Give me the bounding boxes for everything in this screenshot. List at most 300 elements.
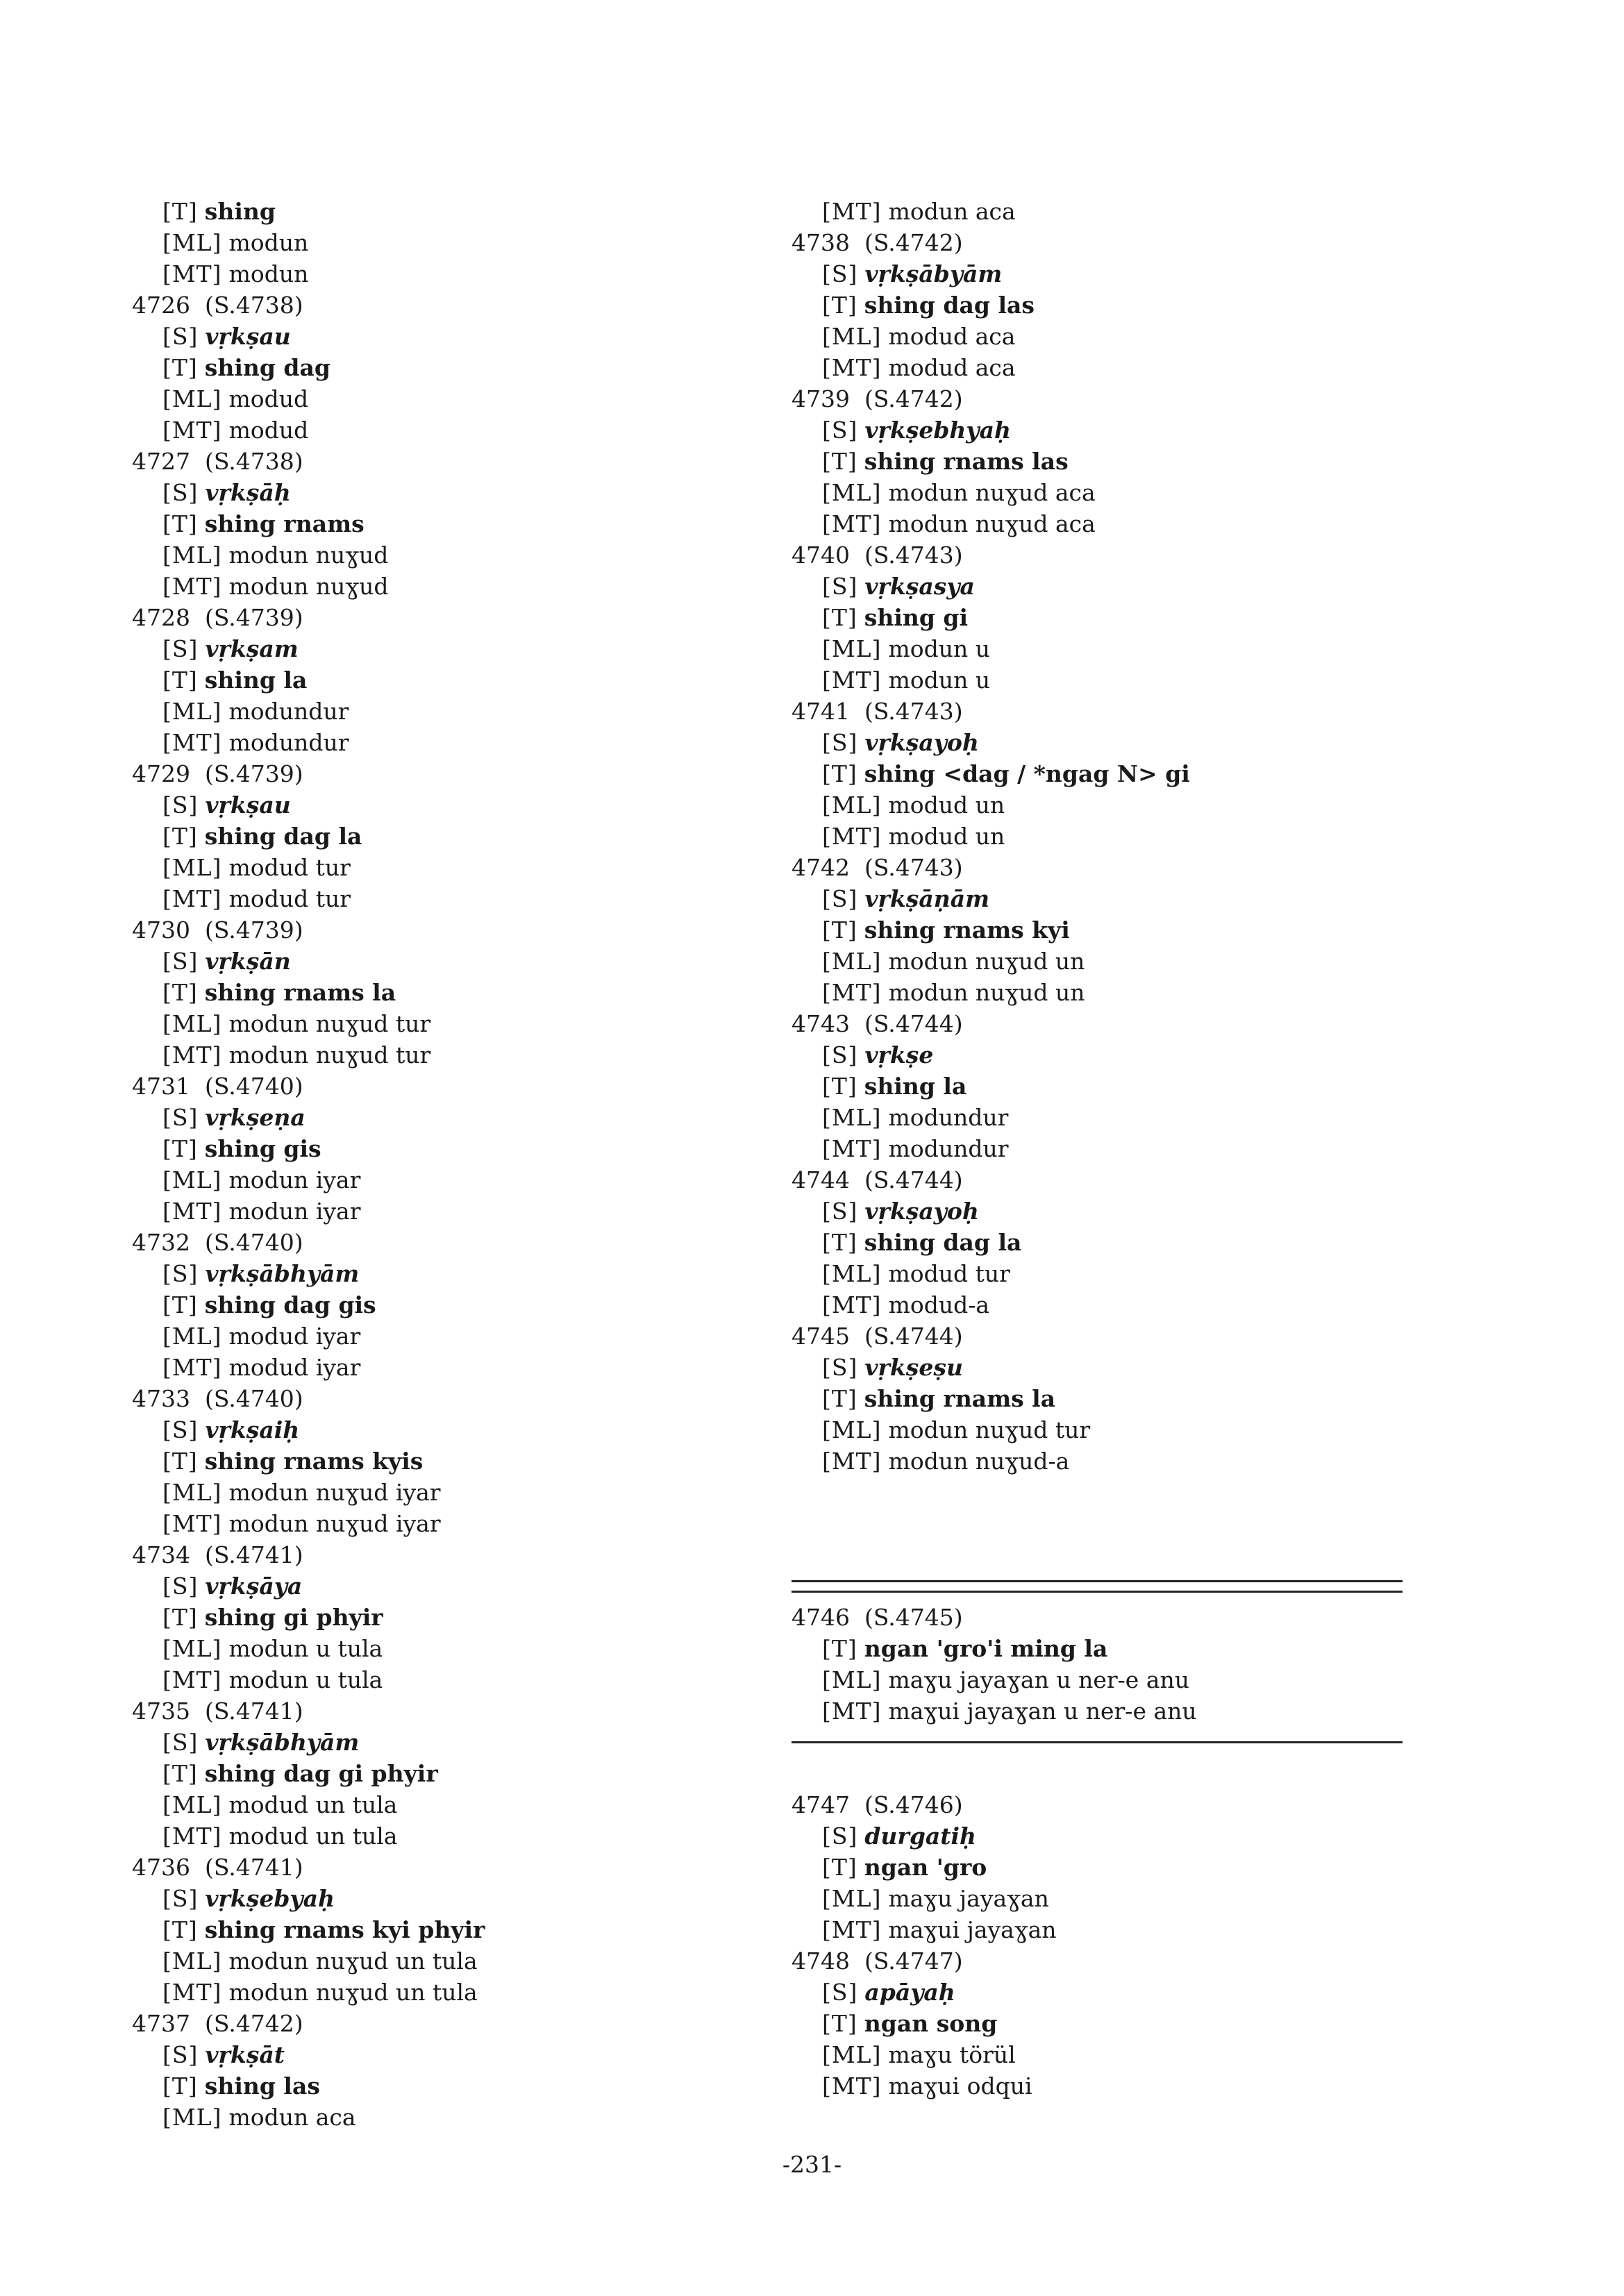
field-ml (792, 1414, 1416, 1446)
entry-number: 4729 (S.4739) (132, 760, 303, 787)
field-mt (132, 1352, 812, 1383)
field-value: modud un (888, 791, 1005, 819)
field-s (132, 1414, 812, 1446)
field-mt (132, 1977, 812, 2008)
field-ml (132, 539, 812, 571)
blank-line (792, 1508, 1416, 1539)
field-tag: [ML] (162, 229, 222, 256)
field-s (132, 1883, 812, 1914)
field-value: modud un tula (228, 1791, 398, 1818)
field-value: vṛkṣau (205, 791, 291, 819)
field-value: modundur (888, 1104, 1009, 1131)
field-value: modun iyar (228, 1198, 361, 1225)
field-tag: [S] (162, 1885, 199, 1912)
field-value: modud tur (228, 885, 351, 912)
field-ml (132, 1008, 812, 1039)
field-s (132, 477, 812, 508)
field-value: vṛkṣaiḥ (205, 1416, 300, 1443)
field-tag: [MT] (822, 1135, 882, 1162)
field-tag: [S] (162, 1416, 199, 1443)
field-value: shing rnams kyi (864, 916, 1070, 944)
field-value: vṛkṣe (864, 1041, 934, 1069)
field-ml (792, 321, 1416, 352)
field-value: modud aca (888, 323, 1016, 350)
field-s (132, 1570, 812, 1602)
field-tag: [MT] (162, 573, 222, 600)
field-tag: [ML] (822, 1885, 882, 1912)
field-value: modun nuɣud (228, 573, 389, 600)
field-tag: [S] (822, 573, 858, 600)
field-tag: [S] (822, 417, 858, 444)
field-s (792, 1039, 1416, 1071)
field-tag: [ML] (822, 948, 882, 975)
field-value: modun iyar (228, 1166, 361, 1193)
field-value: vṛkṣābhyām (205, 1260, 360, 1287)
field-value: shing <dag / *ngag N> gi (864, 760, 1190, 787)
field-ml (132, 852, 812, 883)
blank-line (792, 1539, 1416, 1570)
field-value: maɣui odqui (888, 2072, 1032, 2100)
field-ml (132, 1164, 812, 1196)
field-ml (132, 383, 812, 414)
blank-line (792, 1477, 1416, 1508)
field-value: vṛkṣeṇa (205, 1104, 305, 1131)
field-tag: [ML] (162, 698, 222, 725)
field-tag: [MT] (162, 417, 222, 444)
field-tag: [ML] (162, 385, 222, 412)
field-t (132, 352, 812, 383)
field-mt (132, 258, 812, 290)
field-tag: [T] (162, 979, 198, 1006)
entry-number: 4737 (S.4742) (132, 2010, 303, 2037)
field-ml (792, 1258, 1416, 1289)
field-value: modud iyar (228, 1323, 361, 1350)
field-t (792, 914, 1416, 946)
field-value: modud un tula (228, 1822, 398, 1850)
field-tag: [T] (822, 604, 857, 631)
field-ml (132, 2102, 812, 2133)
field-tag: [S] (162, 1104, 199, 1131)
field-ml (132, 1945, 812, 1977)
entry-number: 4747 (S.4746) (792, 1791, 963, 1818)
field-value: maɣu jayaɣan u ner-e anu (888, 1666, 1189, 1693)
field-t (792, 1071, 1416, 1102)
field-t (792, 1852, 1416, 1883)
field-value: shing (204, 198, 276, 225)
field-tag: [S] (162, 2041, 199, 2068)
field-t (792, 1227, 1416, 1258)
field-mt (792, 508, 1416, 539)
entry-number: 4743 (S.4744) (792, 1010, 963, 1037)
field-value: modun nuɣud un (888, 948, 1085, 975)
field-tag: [T] (162, 1135, 198, 1162)
field-s (792, 883, 1416, 914)
field-tag: [S] (822, 1354, 858, 1381)
field-tag: [MT] (822, 1698, 882, 1725)
field-ml (792, 789, 1416, 821)
field-tag: [T] (822, 1385, 857, 1412)
field-t (132, 821, 812, 852)
field-value: ngan 'gro (864, 1854, 987, 1881)
field-value: vṛkṣāya (205, 1573, 303, 1600)
field-value: vṛkṣeṣu (864, 1354, 963, 1381)
field-value: shing dag gi phyir (204, 1760, 438, 1787)
field-t (132, 1446, 812, 1477)
field-value: modun nuɣud un (888, 979, 1085, 1006)
field-tag: [S] (822, 1979, 858, 2006)
field-s (132, 1102, 812, 1133)
field-value: modun (228, 229, 309, 256)
field-tag: [T] (162, 1291, 198, 1318)
field-mt (132, 1820, 812, 1852)
field-mt (132, 883, 812, 914)
entry-number: 4746 (S.4745) (792, 1604, 963, 1631)
field-value: modud-a (888, 1291, 990, 1318)
field-tag: [S] (162, 479, 199, 506)
field-tag: [S] (162, 948, 199, 975)
field-value: vṛkṣasya (864, 573, 975, 600)
field-value: modud aca (888, 354, 1016, 381)
entry-number: 4745 (S.4744) (792, 1323, 963, 1350)
field-mt (792, 1914, 1416, 1945)
section-divider (792, 1727, 1416, 1758)
field-mt (132, 1508, 812, 1539)
field-value: shing dag (204, 354, 330, 381)
entry-number: 4734 (S.4741) (132, 1541, 303, 1568)
field-mt (792, 1446, 1416, 1477)
field-s (132, 1258, 812, 1289)
field-tag: [T] (162, 354, 198, 381)
field-tag: [S] (822, 260, 858, 287)
field-value: shing rnams la (204, 979, 396, 1006)
entry-number: 4728 (S.4739) (132, 604, 303, 631)
field-tag: [S] (822, 885, 858, 912)
field-tag: [S] (162, 1729, 199, 1756)
field-value: modud (228, 385, 309, 412)
field-mt (792, 977, 1416, 1008)
field-value: apāyaḥ (864, 1979, 955, 2006)
field-mt (132, 1664, 812, 1695)
field-ml (792, 1102, 1416, 1133)
field-tag: [T] (162, 1604, 198, 1631)
field-tag: [T] (162, 1760, 198, 1787)
field-value: vṛkṣayoḥ (864, 729, 979, 756)
field-tag: [T] (822, 1073, 857, 1100)
field-value: modun nuɣud (228, 542, 389, 569)
field-mt (792, 664, 1416, 696)
field-value: modun nuɣud tur (228, 1010, 431, 1037)
field-value: modun aca (228, 2104, 356, 2131)
field-tag: [T] (822, 1854, 857, 1881)
field-value: modun aca (888, 198, 1016, 225)
field-t (132, 196, 812, 227)
right-column (792, 196, 1416, 2102)
field-value: modun nuɣud un tula (228, 1979, 478, 2006)
field-s (792, 414, 1416, 446)
field-t (132, 977, 812, 1008)
field-value: modun nuɣud aca (888, 479, 1096, 506)
field-value: vṛkṣāṇām (864, 885, 990, 912)
field-value: shing las (204, 2072, 320, 2100)
field-value: shing gis (204, 1135, 321, 1162)
field-ml (132, 1321, 812, 1352)
entry-number: 4726 (S.4738) (132, 292, 303, 319)
field-tag: [S] (162, 791, 199, 819)
field-tag: [ML] (822, 635, 882, 662)
entry-number: 4732 (S.4740) (132, 1229, 303, 1256)
field-t (132, 1602, 812, 1633)
field-value: modun nuɣud aca (888, 510, 1096, 537)
field-s (792, 1352, 1416, 1383)
field-s (132, 633, 812, 664)
field-value: modun u (888, 635, 990, 662)
field-tag: [MT] (162, 1666, 222, 1693)
field-value: modun u (888, 667, 991, 694)
field-s (132, 2039, 812, 2070)
field-mt (792, 196, 1416, 227)
field-value: vṛkṣāḥ (205, 479, 291, 506)
field-s (132, 321, 812, 352)
entry-number: 4733 (S.4740) (132, 1385, 303, 1412)
field-tag: [T] (822, 916, 857, 944)
field-value: vṛkṣebhyaḥ (864, 417, 1011, 444)
field-value: modun nuɣud tur (888, 1416, 1091, 1443)
field-tag: [ML] (162, 2104, 222, 2131)
field-t (132, 1133, 812, 1164)
field-tag: [S] (162, 1573, 199, 1600)
field-t (792, 1633, 1416, 1664)
field-t (132, 1914, 812, 1945)
field-mt (792, 352, 1416, 383)
field-value: shing la (864, 1073, 967, 1100)
field-value: vṛkṣābhyām (205, 1729, 360, 1756)
field-tag: [T] (822, 2010, 857, 2037)
field-tag: [T] (162, 1448, 198, 1475)
field-tag: [T] (162, 667, 198, 694)
field-tag: [S] (822, 1822, 858, 1850)
field-mt (792, 1133, 1416, 1164)
field-ml (132, 227, 812, 258)
field-ml (792, 633, 1416, 664)
entry-number: 4740 (S.4743) (792, 542, 963, 569)
field-t (132, 508, 812, 539)
field-value: modud (228, 417, 309, 444)
field-ml (132, 1633, 812, 1664)
section-divider-double (792, 1570, 1416, 1602)
field-value: maɣui jayaɣan (888, 1916, 1057, 1943)
field-value: shing rnams la (864, 1385, 1056, 1412)
field-value: modud tur (888, 1260, 1010, 1287)
field-tag: [T] (162, 510, 198, 537)
field-s (792, 1820, 1416, 1852)
field-tag: [MT] (162, 1354, 222, 1381)
field-t (792, 446, 1416, 477)
entry-number: 4741 (S.4743) (792, 698, 963, 725)
entry-number: 4731 (S.4740) (132, 1073, 303, 1100)
field-mt (792, 1695, 1416, 1727)
field-value: shing rnams kyis (204, 1448, 424, 1475)
field-value: modundur (888, 1135, 1009, 1162)
field-tag: [MT] (162, 1198, 222, 1225)
field-tag: [ML] (822, 479, 882, 506)
field-value: vṛkṣābyām (864, 260, 1003, 287)
field-value: maɣu jayaɣan (888, 1885, 1049, 1912)
field-t (792, 2008, 1416, 2039)
entry-number: 4735 (S.4741) (132, 1698, 303, 1725)
field-value: modun nuɣud iyar (228, 1479, 441, 1506)
field-tag: [MT] (822, 1291, 882, 1318)
field-tag: [MT] (822, 979, 882, 1006)
field-tag: [ML] (162, 1791, 222, 1818)
field-value: modun u tula (228, 1635, 383, 1662)
field-tag: [MT] (822, 198, 882, 225)
field-mt (132, 414, 812, 446)
field-tag: [T] (822, 1635, 857, 1662)
field-mt (132, 727, 812, 758)
field-s (792, 1977, 1416, 2008)
field-tag: [ML] (822, 1666, 882, 1693)
entry-number: 4744 (S.4744) (792, 1166, 963, 1193)
field-t (792, 290, 1416, 321)
field-mt (792, 1289, 1416, 1321)
field-ml (132, 1477, 812, 1508)
field-ml (792, 2039, 1416, 2070)
field-tag: [S] (822, 1198, 858, 1225)
field-tag: [S] (162, 1260, 199, 1287)
field-value: shing gi phyir (204, 1604, 383, 1631)
field-value: shing rnams las (864, 448, 1069, 475)
left-column (132, 196, 812, 2133)
field-tag: [ML] (162, 1323, 222, 1350)
field-tag: [T] (162, 198, 198, 225)
field-value: durgatiḥ (864, 1822, 977, 1850)
field-tag: [S] (162, 323, 199, 350)
field-t (132, 664, 812, 696)
field-tag: [MT] (822, 667, 882, 694)
field-ml (792, 946, 1416, 977)
entry-number: 4727 (S.4738) (132, 448, 303, 475)
field-t (792, 602, 1416, 633)
field-t (792, 758, 1416, 789)
field-value: vṛkṣebyaḥ (205, 1885, 335, 1912)
field-s (132, 1727, 812, 1758)
field-s (792, 258, 1416, 290)
field-t (132, 1758, 812, 1789)
entry-number: 4738 (S.4742) (792, 229, 963, 256)
field-tag: [MT] (162, 1041, 222, 1069)
field-tag: [ML] (162, 1166, 222, 1193)
field-value: modun u tula (228, 1666, 383, 1693)
field-value: vṛkṣayoḥ (864, 1198, 979, 1225)
field-ml (792, 1883, 1416, 1914)
field-value: ngan song (864, 2010, 998, 2037)
field-tag: [MT] (822, 2072, 882, 2100)
field-s (792, 1196, 1416, 1227)
field-tag: [T] (822, 292, 857, 319)
field-value: shing dag gis (204, 1291, 376, 1318)
field-value: modun nuɣud un tula (228, 1947, 478, 1975)
field-value: modundur (228, 698, 349, 725)
field-tag: [ML] (162, 854, 222, 881)
field-s (132, 946, 812, 977)
field-t (132, 1289, 812, 1321)
field-value: modud iyar (228, 1354, 361, 1381)
field-value: modun nuɣud-a (888, 1448, 1070, 1475)
field-ml (132, 696, 812, 727)
field-s (792, 727, 1416, 758)
field-tag: [T] (822, 1229, 857, 1256)
field-s (792, 571, 1416, 602)
field-tag: [ML] (822, 1104, 882, 1131)
field-tag: [ML] (162, 1947, 222, 1975)
field-value: vṛkṣam (205, 635, 299, 662)
field-tag: [ML] (162, 1010, 222, 1037)
field-value: shing dag las (864, 292, 1035, 319)
field-tag: [T] (822, 448, 857, 475)
field-value: modundur (228, 729, 349, 756)
field-value: modud un (888, 823, 1005, 850)
field-value: shing rnams (204, 510, 365, 537)
field-value: shing gi (864, 604, 969, 631)
field-ml (132, 1789, 812, 1820)
page-number: -231- (782, 2151, 842, 2178)
field-t (792, 1383, 1416, 1414)
field-tag: [MT] (822, 823, 882, 850)
field-tag: [T] (162, 1916, 198, 1943)
field-value: ngan 'gro'i ming la (864, 1635, 1108, 1662)
field-tag: [MT] (822, 1916, 882, 1943)
field-tag: [ML] (162, 542, 222, 569)
field-ml (792, 1664, 1416, 1695)
field-mt (132, 571, 812, 602)
field-tag: [T] (162, 823, 198, 850)
field-tag: [ML] (822, 323, 882, 350)
field-tag: [S] (162, 635, 199, 662)
field-tag: [MT] (162, 1510, 222, 1537)
field-tag: [ML] (162, 1635, 222, 1662)
field-value: shing dag la (864, 1229, 1022, 1256)
field-tag: [ML] (822, 791, 882, 819)
blank-line (792, 1758, 1416, 1789)
field-tag: [S] (822, 729, 858, 756)
field-tag: [ML] (822, 2041, 882, 2068)
field-tag: [MT] (822, 510, 882, 537)
entry-number: 4739 (S.4742) (792, 385, 963, 412)
field-tag: [MT] (162, 729, 222, 756)
field-tag: [T] (822, 760, 857, 787)
field-tag: [MT] (822, 1448, 882, 1475)
field-value: shing dag la (204, 823, 362, 850)
field-tag: [MT] (822, 354, 882, 381)
field-value: vṛkṣāt (205, 2041, 285, 2068)
field-tag: [S] (822, 1041, 858, 1069)
field-value: modun nuɣud iyar (228, 1510, 441, 1537)
field-value: modud tur (228, 854, 351, 881)
field-mt (132, 1039, 812, 1071)
field-value: vṛkṣān (205, 948, 291, 975)
entry-number: 4742 (S.4743) (792, 854, 963, 881)
field-tag: [MT] (162, 260, 222, 287)
field-value: vṛkṣau (205, 323, 291, 350)
field-tag: [MT] (162, 1822, 222, 1850)
field-mt (792, 821, 1416, 852)
field-tag: [ML] (822, 1260, 882, 1287)
field-tag: [ML] (162, 1479, 222, 1506)
field-mt (132, 1196, 812, 1227)
entry-number: 4736 (S.4741) (132, 1854, 303, 1881)
field-ml (792, 477, 1416, 508)
field-tag: [MT] (162, 1979, 222, 2006)
